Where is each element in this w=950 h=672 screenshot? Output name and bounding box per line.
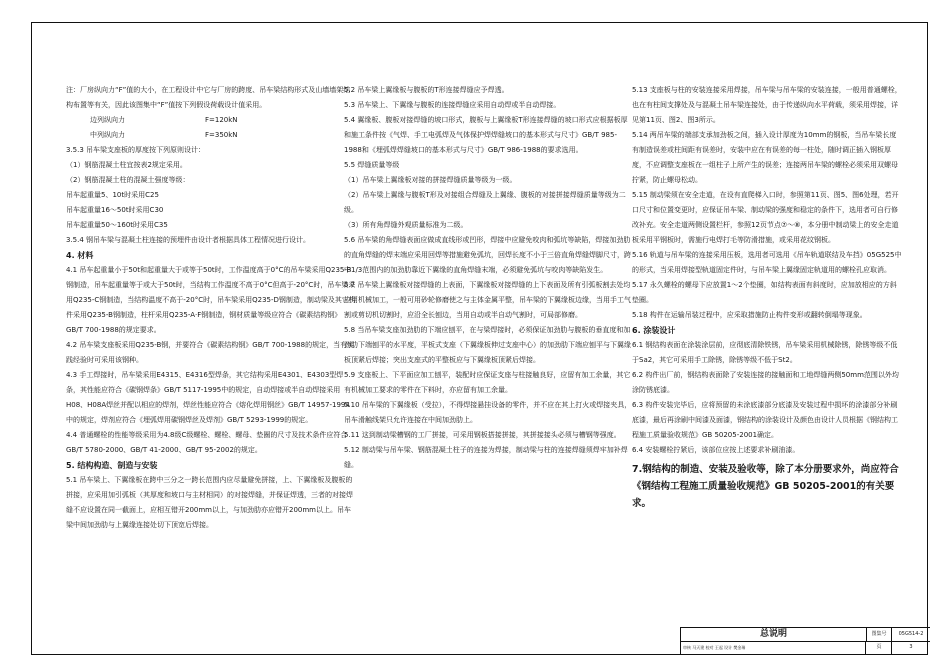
paragraph-3-5-4: 3.5.4 钢吊车梁与混凝土柱连接的预埋件由设计者根据具体工程情况进行设计。 <box>66 236 311 244</box>
title-block <box>680 627 930 654</box>
paragraph-4-2: 4.2 吊车梁支座板采用Q235-B钢，并要符合《碳素结构钢》GB/T 700-1988的规定，当有实践经验时可采用该钢种。 <box>66 341 355 364</box>
paragraph-7: 7.钢结构的制造、安装及验收等，除了本分册要求外，尚应符合《钢结构工程施工质量验收规范》GB 50205-2001的有关要求。 <box>632 464 899 509</box>
paragraph-5-9: 5.9 支座板上、下平面应加工刨平，装配时应保证支座与柱接触良好，应留有加工余量，其它有机械加工要求的零件在下料时，亦应留有加工余量。 <box>344 371 631 394</box>
page-number: 3 <box>909 644 913 650</box>
signature-row: 审核 马天建 校对 王起 设计 樊金瑞 <box>681 641 866 654</box>
heading-construction: 5. 结构构造、制造与安装 <box>66 461 158 470</box>
paragraph-5-5-3: （3）所有角焊缝外观质量标准为二级。 <box>344 221 468 229</box>
paragraph-5-10: 5.10 吊车梁的下翼缘板（受拉），不得焊接悬挂设备的零件，并不应在其上打火或焊接夹具，吊车滑触线架只允许连接在中间加劲肋上。 <box>344 401 632 424</box>
paragraph-6-4: 6.4 安装螺栓拧紧后，该部位应按上述要求补刷油漆。 <box>632 446 800 454</box>
paragraph-5-11: 5.11 这到制动梁槽钢的工厂拼接，可采用钢板搭接拼接，其拼接接头必须与槽钢等强度。 <box>344 431 621 439</box>
paragraph-5-4: 5.4 翼缘板、腹板对接焊缝的坡口形式，腹板与上翼缘板T形连接焊缝的坡口形式应根据板厚和施工条件按《气焊、手工电弧焊及气体保护焊焊缝坡口的基本形式与尺寸》GB/T 985-1988和《埋弧焊焊缝坡口的基本形式与尺寸》GB/T 986-1988的要求选用。 <box>344 116 628 154</box>
concrete-grade-line: 吊车起重量5、10t时采用C25 <box>66 191 159 199</box>
paragraph-5-13: 5.13 支座板与柱的安装连接采用焊接，吊车梁与吊车梁的安装连接，一般用普通螺栓，也在有柱间支撑处及与混凝土吊车梁连接处，由于传递纵向水平荷载，须采用焊接，详见第11页、图2、图3所示。 <box>632 86 902 124</box>
heading-coating: 6. 涂装设计 <box>632 326 676 335</box>
paragraph-5-5-2: （2）吊车梁上翼缘与腹板T形及对接组合焊缝及上翼缘、腹板的对接拼接焊缝质量等级为二级。 <box>344 191 626 214</box>
paragraph-5-12: 5.12 制动梁与吊车梁、钢筋混凝土柱子的连接为焊接，制动梁与柱的连接焊缝须焊牢加补焊缝。 <box>344 446 628 469</box>
paragraph-5-6: 5.6 吊车梁的角焊缝表面应做成直线形或凹形，焊接中应避免咬肉和弧坑等缺陷，焊接加劲肋的直角焊缝的焊末端应采用回焊等措施避免弧坑，回焊长度不小于三倍直角焊缝焊脚尺寸，跨中1/3范围内的加劲肋靠近下翼缘的直角焊缝末端，必须避免弧坑与咬肉等缺陷发生。 <box>344 236 631 274</box>
force-label: 边列纵向力 <box>90 116 125 124</box>
atlas-number-label: 图集号 <box>867 628 892 642</box>
heading-5-5: 5.5 焊缝质量等级 <box>344 161 400 169</box>
force-value: F=120kN <box>205 116 238 124</box>
paragraph-5-7: 5.7 吊车梁上翼缘板对接焊缝的上表面，下翼缘板对接焊缝的上下表面及所有引弧板割去处均应用机械加工，一般可用砂轮修磨使之与主体金属平整，吊车梁的下翼缘板边缘，当用手工气割或剪切机切割时，应沿全长刨边，当用自动或半自动气割时，可局部修磨。 <box>344 281 631 319</box>
paragraph-6-3: 6.3 构件安装完毕后，应将预留的未涂底漆部分底漆及安装过程中损坏的涂漆部分补刷底漆，最后再涂刷中间漆及面漆，钢结构的涂装设计及颜色由设计人员根据《钢结构工程施工质量验收规范》GB 50205-2001确定。 <box>632 401 898 439</box>
concrete-grade-line: 吊车起重量50～160t时采用C35 <box>66 221 168 229</box>
paragraph-3-5-3-2: （2）钢筋混凝土柱的混凝土强度等级： <box>66 176 190 184</box>
drawing-sheet <box>31 22 928 655</box>
paragraph-3-5-3-1: （1）钢筋混凝土柱宜按表2规定采用。 <box>66 161 187 169</box>
force-label: 中列纵向力 <box>90 131 125 139</box>
force-value: F=350kN <box>205 131 238 139</box>
page-label: 页 <box>867 641 892 654</box>
paragraph-5-14: 5.14 两吊车梁的端部支承加劲板之间，插入设计厚度为10mm的钢板，当吊车梁长度有制造误差或柱间距有误差时，安装中应在有误差的每一柱处，随时调正插入钢板厚度，不应调整支座板在一组柱子上所产生的误差；连接两吊车梁的螺栓必须采用双螺母拧紧，防止螺母松动。 <box>632 131 898 184</box>
column-left <box>66 83 356 533</box>
paragraph-6-2: 6.2 构件出厂前，钢结构表面除了安装连接的接触面和工地焊缝两侧50mm范围以外均涂防锈底漆。 <box>632 371 899 394</box>
paragraph-5-3: 5.3 吊车梁上、下翼缘与腹板的连接焊缝应采用自动焊或半自动焊接。 <box>344 101 561 109</box>
column-right <box>632 83 902 512</box>
force-row-middle <box>66 128 356 143</box>
column-middle <box>344 83 634 473</box>
paragraph-5-17: 5.17 永久螺栓的螺母下应放置1～2个垫圈，如结构表面有斜度时，应加放相应的方斜垫圈。 <box>632 281 897 304</box>
paragraph-6-1: 6.1 钢结构表面在涂装涂层前，应彻底清除铁锈，吊车梁采用机械除锈，除锈等级不低于Sa2，其它可采用手工除锈，除锈等级不低于St2。 <box>632 341 898 364</box>
paragraph-4-4: 4.4 普通螺栓的性能等级采用为4.8级C级螺栓、螺栓、螺母、垫圈的尺寸及技术条件应符合GB/T 5780-2000、GB/T 41-2000、GB/T 95-2002的规定。 <box>66 431 348 454</box>
paragraph-3-5-3: 3.5.3 吊车梁支座板的厚度按下列原则设计： <box>66 146 206 154</box>
note-paragraph: 注：厂房纵向力“F”值的大小，在工程设计中它与厂房的跨度、吊车梁结构形式及山墙墙架结构布置等有关，因此该图集中“F”值按下列假设荷载设计值采用。 <box>66 86 351 109</box>
sheet-title: 总说明 <box>681 628 867 642</box>
paragraph-5-1: 5.1 吊车梁上、下翼缘板在跨中三分之一跨长范围内应尽量避免拼接，上、下翼缘板及腹板的拼接，应采用加引弧板（其厚度和坡口与主材相同）的对接焊缝，并保证焊透，三者的对接焊缝不应设置在同一截面上，应相互错开200mm以上，与加劲肋亦应错开200mm以上。吊车梁中间加劲肋与上翼缘连接处切下顶宽后焊接。 <box>66 476 353 529</box>
force-row-edge <box>66 113 356 128</box>
paragraph-4-3: 4.3 手工焊接时，吊车梁采用E4315、E4316型焊条，其它结构采用E4301、E4303型焊条，其性能应符合《碳钢焊条》GB/T 5117-1995中的规定，自动焊接或半自动焊接采用H08、H08A焊丝并配以相应的焊剂，焊丝性能应符合《熔化焊用钢丝》GB/T 14957-1994中的规定，焊剂应符合《埋弧焊用碳钢焊丝及焊剂》GB/T 5293-1999的规定。 <box>66 371 350 424</box>
paragraph-5-18: 5.18 构件在运输吊装过程中，应采取措施防止构件变形或翻转倒塌等现象。 <box>632 311 867 319</box>
atlas-number-value: 05G514-2 <box>892 628 930 642</box>
paragraph-4-1: 4.1 吊车起重量小于50t和起重量大于或等于50t时，工作温度高于0°C的吊车梁采用Q235-B钢制造，吊车起重量等于或大于50t时，当结构工作温度不高于0°C但高于-20°C时，吊车梁采用Q235-C钢制造，当结构温度不高于-20°C时，吊车梁采用Q235-D钢制造，制动梁及其它构件采用Q235-B钢制造，柱杆采用Q235-A·F钢制造，钢材质量等级应符合《碳素结构钢》GB/T 700-1988的规定要求。 <box>66 266 356 334</box>
concrete-grade-line: 吊车起重量16～50t时采用C30 <box>66 206 164 214</box>
heading-materials: 4. 材料 <box>66 251 94 260</box>
paragraph-5-8: 5.8 当吊车梁支座加劲肋的下端应刨平，在与梁焊接时，必须保证加劲肋与腹板的垂直度和加劲肋下端刨平的水平度，平板式支座（下翼缘板伸过支座中心）的加劲肋下端应刨平与下翼缘板顶紧后焊接；突出支座式的平整板应与下翼缘板顶紧后焊接。 <box>344 326 631 364</box>
paragraph-5-5-1: （1）吊车梁上翼缘板对接的拼接焊缝质量等级为一级。 <box>344 176 517 184</box>
paragraph-5-16: 5.16 轨道与吊车梁的连接采用压板，选用者可选用《吊车轨道联结及车挡》05G525中的形式，当采用焊接型轨道固定件时，与吊车梁上翼缘固定轨道用的螺栓孔应取消。 <box>632 251 902 274</box>
paragraph-5-15: 5.15 制动梁须在安全走道，在设有直爬梯入口时，参照第11页、图5、图6处理，若开口尺寸和位置变更时，应保证吊车梁、制动梁的强度和稳定的条件下，选用者可自行修改补充。安全走道两侧设置栏杆，参照12页节点⑦～⑧，本分册中制动梁上的安全走道板采用平钢板时，需施行电焊打毛等防滑措施，或采用花纹钢板。 <box>632 191 899 244</box>
paragraph-5-2: 5.2 吊车梁上翼缘板与腹板的T形连接焊缝应予焊透。 <box>344 86 509 94</box>
